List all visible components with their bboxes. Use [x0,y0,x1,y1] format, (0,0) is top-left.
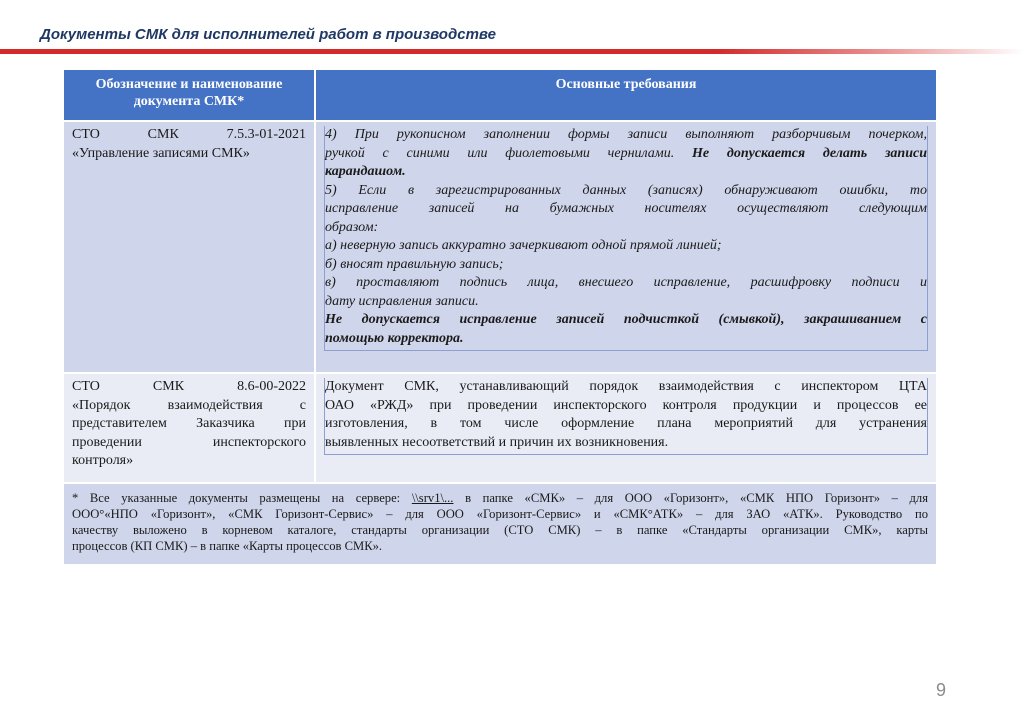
requirement-item-a: а) неверную запись аккуратно зачеркивают одной прямой линией; [325,238,722,253]
server-path-link[interactable]: \\srv1\... [411,491,454,505]
requirement-line [325,145,927,164]
requirement-line: исправление записей на бумажных носителях осуществляют следующим [325,201,927,216]
requirement-bold: карандашом. [325,164,406,179]
document-cell [63,373,315,483]
page-number: 9 [935,680,946,700]
requirement-line: образом: [325,219,379,235]
footnote-line: ООО°«НПО «Горизонт», «СМК Горизонт-Сервис» – для ООО «Горизонт-Сервис» и «СМК°АТК» – для ЗАО «АТК». Руководство по [72,507,928,521]
footnote [63,483,937,565]
table-row [63,121,937,373]
requirement-item-b: б) вносят правильную запись; [325,256,504,272]
requirement-line: 4) При рукописном заполнении формы записи выполняют разборчивым почерком, [325,127,927,142]
document-name-line: «Порядок взаимодействия с [72,397,306,413]
document-name: «Управление записями СМК» [72,145,250,161]
requirements-text [324,378,928,455]
requirement-item-c: в) проставляют подпись лица, внесшего исправление, расшифровку подписи и [325,275,927,290]
requirements-cell [315,373,937,483]
header-document: Обозначение и наименование документа СМК* [63,69,315,121]
title-underline [0,49,1024,54]
document-cell [63,121,315,373]
requirements-cell [315,121,937,373]
document-code: СТО СМК 7.5.3-01-2021 [72,127,306,142]
document-name-line: представителем Заказчика при [72,416,306,431]
requirement-fragment: ручкой с синими или фиолетовыми чернилами. [325,145,675,161]
requirement-line: 5) Если в зарегистрированных данных (записях) обнаруживают ошибки, то [325,182,927,198]
requirement-line: ОАО «РЖД» при проведении инспекторского контроля продукции и процессов ее [325,397,927,413]
document-name-line: контроля» [72,453,134,468]
footnote-line [72,490,928,506]
footnote-line: процессов (КП СМК) – в папке «Карты процессов СМК». [72,539,383,553]
table-header-row [63,69,937,121]
requirement-line: Документ СМК, устанавливающий порядок взаимодействия с инспектором ЦТА [325,379,927,394]
documents-table [62,68,938,566]
footnote-line: качеству выложено в корневом каталоге, стандарты организации (СТО СМК) – в папке «Стандарты организации СМК», карты [72,523,928,537]
requirement-final-bold: помощью корректора. [325,330,464,346]
footnote-fragment: в папке «СМК» – для ООО «Горизонт», «СМК НПО Горизонт» – для [465,491,928,505]
table-row [63,373,937,483]
document-code: СТО СМК 8.6-00-2022 [72,379,306,394]
header-requirements: Основные требования [315,69,937,121]
note-row [63,483,937,565]
requirement-line: выявленных несоответствий и причин их возникновения. [325,434,669,450]
slide-title: Документы СМК для исполнителей работ в производстве [40,26,496,43]
requirements-text [324,126,928,351]
footnote-prefix: * Все указанные документы размещены на сервере: [72,491,401,505]
requirement-item-c: дату исправления записи. [325,293,479,309]
requirement-line: изготовления, в том числе оформление плана мероприятий для устранения [325,416,927,431]
document-name-line: проведении инспекторского [72,434,306,450]
requirement-bold: Не допускается делать записи [692,145,928,161]
requirement-final-bold: Не допускается исправление записей подчисткой (смывкой), закрашиванием с [325,312,927,327]
